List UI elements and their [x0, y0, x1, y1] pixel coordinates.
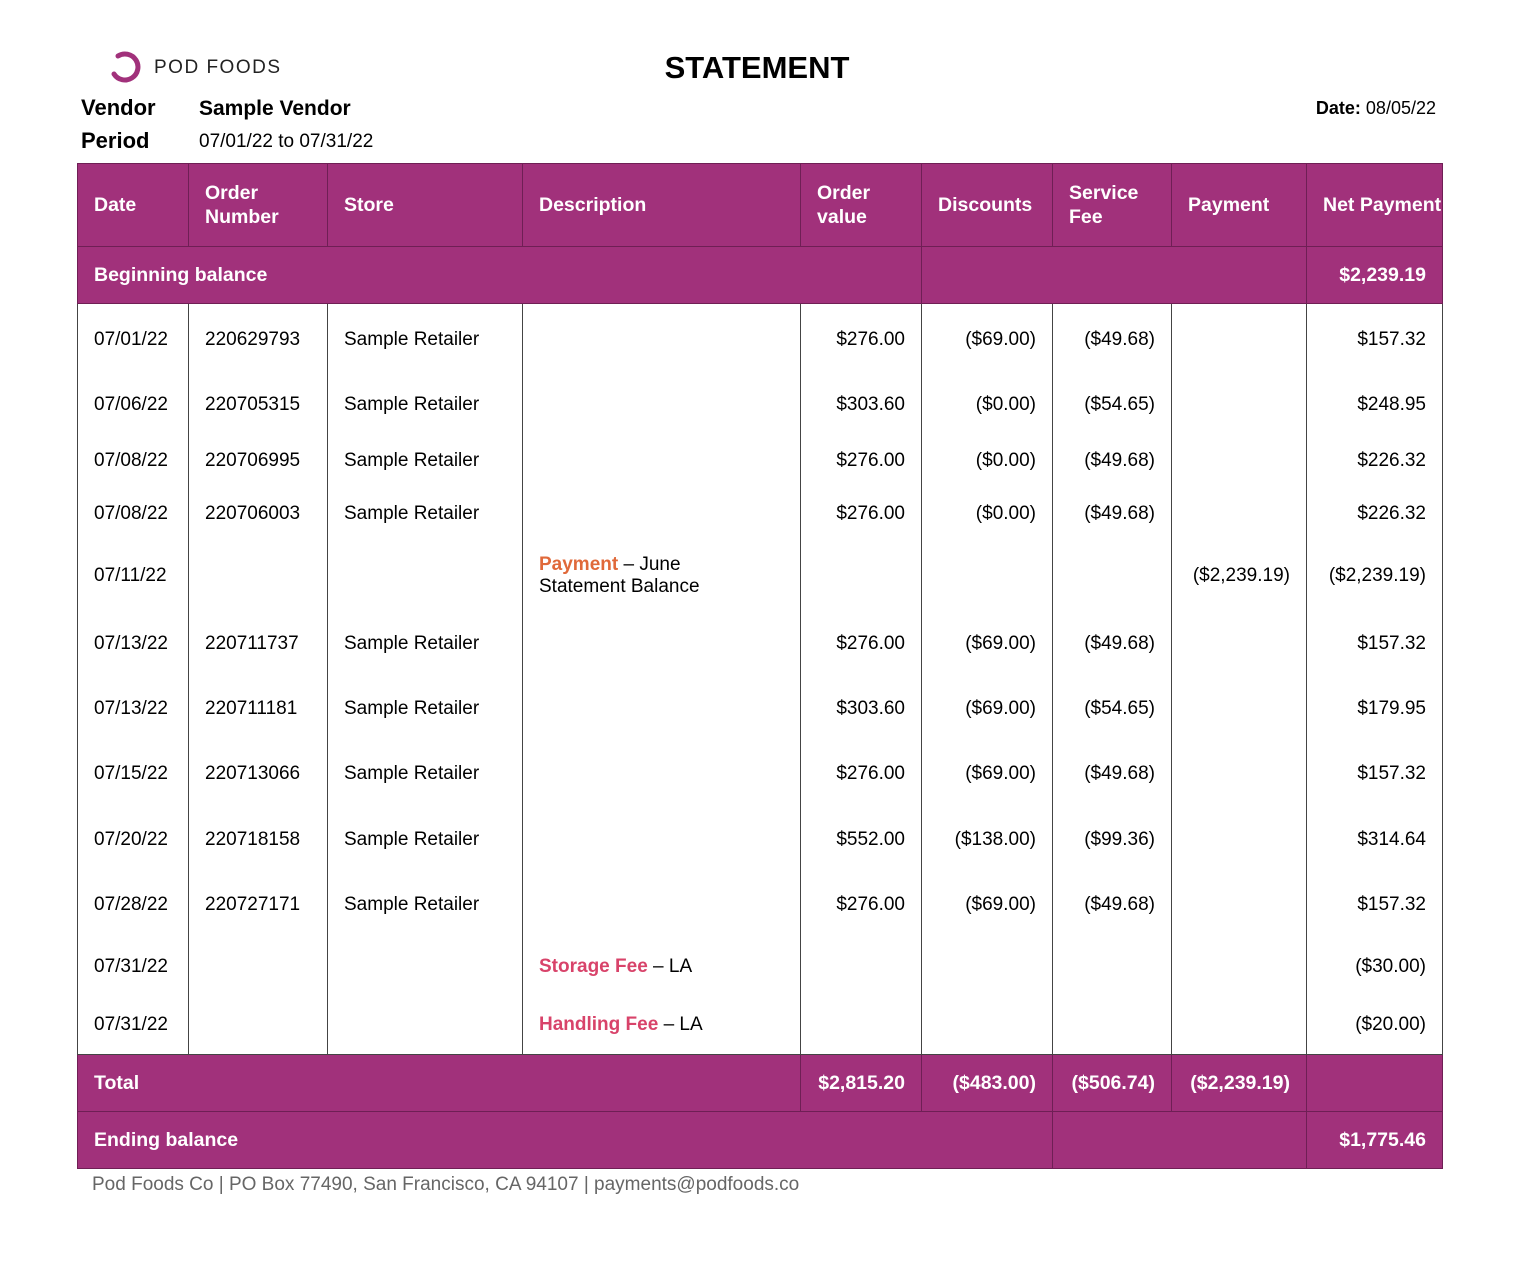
cell-desc	[523, 677, 801, 742]
cell-fee	[1053, 541, 1172, 612]
footer-address: Pod Foods Co | PO Box 77490, San Francisco, CA 94107 | payments@podfoods.co	[92, 1174, 800, 1195]
cell-value: $276.00	[801, 612, 922, 677]
cell-value: $276.00	[801, 304, 922, 376]
cell-net: $157.32	[1307, 304, 1443, 376]
cell-disc	[922, 997, 1053, 1055]
cell-desc	[523, 807, 801, 873]
period-value: 07/01/22 to 07/31/22	[199, 131, 374, 152]
cell-net: $248.95	[1307, 376, 1443, 435]
total-label: Total	[78, 1055, 801, 1112]
cell-store: Sample Retailer	[328, 807, 523, 873]
beginning-value: $2,239.19	[1307, 247, 1443, 304]
cell-store: Sample Retailer	[328, 435, 523, 488]
beginning-balance-row	[78, 247, 1443, 304]
description-text: – LA	[647, 956, 693, 977]
cell-fee: ($49.68)	[1053, 435, 1172, 488]
cell-store: Sample Retailer	[328, 376, 523, 435]
empty-cell	[922, 247, 1307, 304]
cell-order: 220711181	[189, 677, 328, 742]
cell-order: 220713066	[189, 742, 328, 807]
column-header: Discounts	[922, 164, 1053, 247]
cell-date: 07/08/22	[78, 435, 189, 488]
ending-balance-row	[78, 1112, 1443, 1169]
table-row	[78, 612, 1443, 677]
vendor-value: Sample Vendor	[199, 97, 351, 120]
ending-value: $1,775.46	[1307, 1112, 1443, 1169]
period-label: Period	[81, 128, 150, 153]
cell-disc: ($69.00)	[922, 612, 1053, 677]
cell-order	[189, 938, 328, 997]
cell-desc	[523, 488, 801, 541]
description-tag: Payment	[539, 554, 619, 575]
statement-date	[1316, 98, 1436, 119]
cell-payment	[1172, 938, 1307, 997]
cell-payment	[1172, 873, 1307, 938]
cell-store	[328, 938, 523, 997]
cell-date: 07/01/22	[78, 304, 189, 376]
cell-order: 220727171	[189, 873, 328, 938]
cell-desc	[523, 873, 801, 938]
cell-disc: ($69.00)	[922, 742, 1053, 807]
cell-desc	[523, 304, 801, 376]
cell-disc: ($0.00)	[922, 488, 1053, 541]
cell-store: Sample Retailer	[328, 488, 523, 541]
cell-value	[801, 997, 922, 1055]
logo-text: POD FOODS	[154, 57, 282, 78]
column-header: Store	[328, 164, 523, 247]
description-text: – June Statement Balance	[539, 554, 700, 597]
table-row	[78, 742, 1443, 807]
cell-payment: ($2,239.19)	[1172, 541, 1307, 612]
table-row	[78, 376, 1443, 435]
cell-order: 220705315	[189, 376, 328, 435]
cell-date: 07/13/22	[78, 612, 189, 677]
table-row	[78, 807, 1443, 873]
total-payment: ($2,239.19)	[1172, 1055, 1307, 1112]
table-row	[78, 997, 1443, 1055]
cell-fee: ($54.65)	[1053, 677, 1172, 742]
cell-net: ($2,239.19)	[1307, 541, 1443, 612]
cell-store	[328, 541, 523, 612]
cell-fee: ($49.68)	[1053, 873, 1172, 938]
cell-fee: ($49.68)	[1053, 612, 1172, 677]
cell-store: Sample Retailer	[328, 304, 523, 376]
cell-payment	[1172, 612, 1307, 677]
cell-store	[328, 997, 523, 1055]
cell-disc: ($0.00)	[922, 435, 1053, 488]
cell-desc	[523, 541, 801, 612]
cell-store: Sample Retailer	[328, 612, 523, 677]
cell-net: ($20.00)	[1307, 997, 1443, 1055]
total-order-value: $2,815.20	[801, 1055, 922, 1112]
cell-value: $303.60	[801, 376, 922, 435]
cell-disc: ($69.00)	[922, 304, 1053, 376]
cell-order: 220706003	[189, 488, 328, 541]
cell-disc: ($138.00)	[922, 807, 1053, 873]
column-header: Service Fee	[1053, 164, 1172, 247]
total-row	[78, 1055, 1443, 1112]
cell-fee: ($99.36)	[1053, 807, 1172, 873]
table-row	[78, 677, 1443, 742]
table-row	[78, 938, 1443, 997]
cell-payment	[1172, 304, 1307, 376]
cell-net: $157.32	[1307, 612, 1443, 677]
cell-order: 220706995	[189, 435, 328, 488]
cell-net: $179.95	[1307, 677, 1443, 742]
cell-disc: ($69.00)	[922, 677, 1053, 742]
cell-value: $552.00	[801, 807, 922, 873]
cell-desc	[523, 612, 801, 677]
cell-net: $314.64	[1307, 807, 1443, 873]
description-tag: Handling Fee	[539, 1014, 659, 1036]
cell-net: $157.32	[1307, 742, 1443, 807]
cell-fee: ($49.68)	[1053, 304, 1172, 376]
cell-net: $226.32	[1307, 488, 1443, 541]
cell-value: $303.60	[801, 677, 922, 742]
cell-order	[189, 997, 328, 1055]
table-row	[78, 435, 1443, 488]
table-header	[78, 164, 1443, 247]
cell-net: ($30.00)	[1307, 938, 1443, 997]
cell-date: 07/06/22	[78, 376, 189, 435]
cell-value: $276.00	[801, 873, 922, 938]
date-value: 08/05/22	[1365, 98, 1436, 118]
cell-payment	[1172, 742, 1307, 807]
empty-cell	[1307, 1055, 1443, 1112]
cell-fee	[1053, 997, 1172, 1055]
beginning-label: Beginning balance	[78, 247, 922, 304]
description-text: – LA	[658, 1014, 703, 1036]
description-tag: Storage Fee	[539, 956, 648, 977]
cell-desc	[523, 435, 801, 488]
page-title: STATEMENT	[664, 50, 850, 85]
cell-disc: ($0.00)	[922, 376, 1053, 435]
table-row	[78, 488, 1443, 541]
cell-net: $157.32	[1307, 873, 1443, 938]
column-header: Order value	[801, 164, 922, 247]
cell-payment	[1172, 435, 1307, 488]
cell-desc	[523, 742, 801, 807]
cell-desc	[523, 376, 801, 435]
cell-payment	[1172, 677, 1307, 742]
cell-value: $276.00	[801, 435, 922, 488]
cell-date: 07/11/22	[78, 541, 189, 612]
ending-label: Ending balance	[78, 1112, 1053, 1169]
column-header: Net Payment	[1307, 164, 1443, 247]
cell-fee	[1053, 938, 1172, 997]
cell-disc: ($69.00)	[922, 873, 1053, 938]
column-header: Order Number	[189, 164, 328, 247]
column-header: Payment	[1172, 164, 1307, 247]
table-row	[78, 873, 1443, 938]
cell-date: 07/31/22	[78, 997, 189, 1055]
table-row	[78, 541, 1443, 612]
cell-date: 07/08/22	[78, 488, 189, 541]
cell-order: 220629793	[189, 304, 328, 376]
cell-date: 07/28/22	[78, 873, 189, 938]
column-header: Date	[78, 164, 189, 247]
total-discounts: ($483.00)	[922, 1055, 1053, 1112]
cell-date: 07/31/22	[78, 938, 189, 997]
cell-value: $276.00	[801, 488, 922, 541]
cell-order	[189, 541, 328, 612]
cell-payment	[1172, 488, 1307, 541]
cell-order: 220718158	[189, 807, 328, 873]
cell-store: Sample Retailer	[328, 873, 523, 938]
cell-value	[801, 938, 922, 997]
cell-fee: ($49.68)	[1053, 742, 1172, 807]
cell-date: 07/13/22	[78, 677, 189, 742]
cell-order: 220711737	[189, 612, 328, 677]
cell-store: Sample Retailer	[328, 677, 523, 742]
empty-cell	[1053, 1112, 1307, 1169]
cell-payment	[1172, 376, 1307, 435]
cell-date: 07/15/22	[78, 742, 189, 807]
cell-payment	[1172, 807, 1307, 873]
cell-store: Sample Retailer	[328, 742, 523, 807]
cell-desc	[523, 938, 801, 997]
cell-value	[801, 541, 922, 612]
cell-fee: ($49.68)	[1053, 488, 1172, 541]
cell-desc	[523, 997, 801, 1055]
cell-net: $226.32	[1307, 435, 1443, 488]
cell-disc	[922, 938, 1053, 997]
vendor-label: Vendor	[81, 95, 156, 120]
total-service-fee: ($506.74)	[1053, 1055, 1172, 1112]
cell-date: 07/20/22	[78, 807, 189, 873]
date-label: Date:	[1315, 98, 1361, 118]
cell-value: $276.00	[801, 742, 922, 807]
column-header: Description	[523, 164, 801, 247]
table-row	[78, 304, 1443, 376]
statement-table	[77, 163, 1443, 1169]
cell-disc	[922, 541, 1053, 612]
cell-payment	[1172, 997, 1307, 1055]
cell-fee: ($54.65)	[1053, 376, 1172, 435]
